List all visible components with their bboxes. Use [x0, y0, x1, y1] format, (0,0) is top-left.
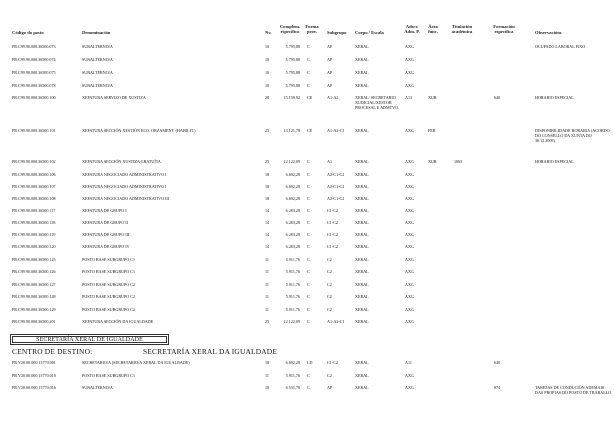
- cell-nv: 14: [265, 244, 270, 249]
- cell-codigo: PR.V20.00.000.15770.010: [12, 373, 56, 378]
- cell-complemento: 5.911,76: [285, 257, 300, 262]
- cell-subgrupo: C1-C2: [327, 232, 338, 237]
- cell-subgrupo: C2: [327, 257, 332, 262]
- header-codigo: Código do posto: [12, 30, 44, 35]
- cell-adscripcion: AXG: [405, 319, 414, 324]
- cell-denominacion: POSTO BASE SUBGRUPO C1: [82, 373, 136, 378]
- cell-corpo: XERAL: [355, 232, 369, 237]
- cell-forma: C: [307, 70, 310, 75]
- header-titulacion-line1: Titulación: [451, 24, 473, 29]
- cell-forma: C: [307, 159, 310, 164]
- cell-codigo: PR.C99.90.000.36500.128: [12, 294, 56, 299]
- cell-complemento: 5.911,76: [285, 294, 300, 299]
- cell-corpo: XERAL: [355, 373, 369, 378]
- cell-subgrupo: C2: [327, 282, 332, 287]
- cell-corpo: XERAL: [355, 360, 369, 365]
- cell-corpo: XERAL: [355, 220, 369, 225]
- cell-forma: C: [307, 83, 310, 88]
- cell-forma: C: [307, 257, 310, 262]
- cell-codigo: PR.C99.90.000.36500.075: [12, 70, 56, 75]
- cell-denominacion: XEFATURA NEGOCIADO ADMINISTRATIVO I: [82, 172, 167, 177]
- header-observacions: Observacións: [535, 30, 562, 35]
- cell-complemento: 5.911,76: [285, 307, 300, 312]
- header-formacion: [489, 24, 519, 34]
- cell-corpo: XERAL: [355, 257, 369, 262]
- cell-forma: C: [307, 208, 310, 213]
- cell-subgrupo: A1-A2-C1: [327, 319, 345, 324]
- cell-nv: 25: [265, 128, 270, 133]
- header-corpo: Corpo / Escala: [355, 30, 384, 35]
- cell-area: XUR: [428, 95, 437, 100]
- cell-forma: C: [307, 196, 310, 201]
- header-forma-line2: prov.: [307, 29, 317, 35]
- cell-forma: C: [307, 385, 310, 390]
- cell-forma: LD: [307, 360, 313, 365]
- cell-nv: 11: [265, 282, 269, 287]
- cell-adscripcion: AXG: [405, 385, 414, 390]
- cell-corpo: XERAL: [355, 83, 369, 88]
- cell-subgrupo: A2-C1-C2: [327, 196, 345, 201]
- cell-adscripcion: AXG: [405, 232, 414, 237]
- cell-corpo: XERAL: [355, 282, 369, 287]
- cell-corpo: XERAL: [355, 172, 369, 177]
- cell-forma: C: [307, 184, 310, 189]
- cell-complemento: 6.283,28: [285, 244, 300, 249]
- cell-nv: 10: [265, 70, 270, 75]
- cell-nv: 18: [265, 184, 270, 189]
- cell-denominacion: SUBALTERNO/A: [82, 83, 113, 88]
- cell-denominacion: XEFATURA DE GRUPO IV: [82, 244, 130, 249]
- cell-codigo: PR.C99.90.000.36500.108: [12, 196, 56, 201]
- cell-codigo: PR.C99.90.000.36500.102: [12, 159, 56, 164]
- cell-nv: 11: [265, 373, 269, 378]
- cell-codigo: PR.C99.90.000.36500.127: [12, 282, 56, 287]
- cell-subgrupo: A1-A2-C1: [327, 128, 345, 133]
- cell-nv: 11: [265, 257, 269, 262]
- cell-subgrupo: A1: [327, 159, 333, 164]
- cell-corpo: XERAL: [355, 294, 369, 299]
- cell-nv: 11: [265, 307, 269, 312]
- cell-denominacion: XEFATURA SECCIÓN XESTIÓN ECO. ORZAMENT. (HABILIT.): [82, 128, 196, 133]
- cell-adscripcion: A13: [405, 95, 413, 100]
- cell-subgrupo: C2: [327, 307, 332, 312]
- cell-subgrupo: AP: [327, 70, 333, 75]
- cell-complemento: 6.692,28: [285, 184, 300, 189]
- cell-codigo: PR.C99.90.000.36500.117: [12, 208, 56, 213]
- cell-denominacion: XEFATURA SECCIÓN XUSTIZA GRATUÍTA: [82, 159, 161, 164]
- cell-forma: C: [307, 269, 310, 274]
- cell-formacion: 974: [494, 385, 501, 390]
- header-formacion-line1: Formación: [493, 24, 515, 29]
- cell-corpo: XERAL: [355, 159, 369, 164]
- header-formacion-line2: específica: [494, 29, 514, 35]
- cell-forma: C: [307, 232, 310, 237]
- cell-corpo: XERAL: [355, 70, 369, 75]
- cell-complemento: 5.795,88: [285, 83, 300, 88]
- cell-subgrupo: AP: [327, 83, 333, 88]
- cell-complemento: 5.795,88: [285, 70, 300, 75]
- cell-adscripcion: AXG: [405, 83, 414, 88]
- cell-subgrupo: C2: [327, 294, 332, 299]
- cell-subgrupo: A2-C1-C2: [327, 172, 345, 177]
- cell-denominacion: POSTO BASE SUBGRUPO C2: [82, 282, 136, 287]
- cell-complemento: 5.795,88: [285, 44, 300, 49]
- cell-subgrupo: C1-C2: [327, 208, 338, 213]
- cell-adscripcion: AXG: [405, 269, 414, 274]
- cell-area: XUR: [428, 159, 437, 164]
- cell-adscripcion: AXG: [405, 373, 414, 378]
- cell-corpo: XERAL: [355, 244, 369, 249]
- cell-denominacion: XEFATURA NEGOCIADO ADMINISTRATIVO I: [82, 184, 167, 189]
- cell-denominacion: SUBALTERNO/A: [82, 70, 113, 75]
- cell-corpo: XERAL: [355, 208, 369, 213]
- cell-complemento: 12.122,09: [283, 159, 300, 164]
- cell-corpo: XERAL: [355, 269, 369, 274]
- cell-nv: 14: [265, 220, 270, 225]
- cell-denominacion: XEFATURA SERVIZO DE XUSTIZA: [82, 95, 146, 100]
- cell-forma: C: [307, 57, 310, 62]
- section-title: SECRETARÍA XERAL DE IGUALDADE: [12, 336, 167, 343]
- cell-complemento: 6.692,28: [285, 196, 300, 201]
- cell-denominacion: SECRETARIO/A (SECRETARIO/A XERAL DA IGUALDADE): [82, 360, 190, 365]
- cell-codigo: PR.C99.90.000.36500.100: [12, 95, 56, 100]
- header-titulacion: [447, 24, 477, 34]
- cell-codigo: PR.C99.90.000.36500.107: [12, 184, 56, 189]
- cell-adscripcion: AXG: [405, 70, 414, 75]
- cell-adscripcion: AXG: [405, 196, 414, 201]
- header-area-line1: Área: [428, 24, 438, 29]
- cell-denominacion: POSTO BASE SUBGRUPO C1: [82, 269, 136, 274]
- cell-subgrupo: A1-A2: [327, 95, 339, 100]
- cell-forma: C: [307, 44, 310, 49]
- cell-corpo: XERAL: [355, 307, 369, 312]
- cell-complemento: 6.692,28: [285, 360, 300, 365]
- cell-observacions: TAREFAS DE CONDUCIÓN ADEMAIS DAS PROPIAS DO POSTO DE TRABALLO.: [535, 385, 613, 395]
- cell-adscripcion: AXG: [405, 44, 414, 49]
- section-title-box: [10, 334, 169, 345]
- cell-subgrupo: C1-C2: [327, 220, 338, 225]
- cell-complemento: 5.795,88: [285, 57, 300, 62]
- cell-nv: 18: [265, 360, 270, 365]
- cell-observacions: HORARIO ESPECIAL: [535, 95, 574, 100]
- cell-denominacion: POSTO BASE SUBGRUPO C2: [82, 307, 136, 312]
- cell-adscripcion: AXG: [405, 159, 414, 164]
- header-complemento: [276, 24, 304, 34]
- cell-denominacion: POSTO BASE SUBGRUPO C2: [82, 294, 136, 299]
- cell-complemento: 6.531,70: [285, 385, 300, 390]
- cell-complemento: 5.911,76: [285, 373, 300, 378]
- cell-titulacion: 1063: [454, 159, 463, 164]
- cell-complemento: 5.911,76: [285, 282, 300, 287]
- header-area: [424, 24, 442, 34]
- cell-observacions: OCUPADO LABORAL FIXO: [535, 44, 586, 49]
- cell-denominacion: SUBALTERNO/A: [82, 44, 113, 49]
- cell-denominacion: XEFATURA SECCIÓN DA IGUALDADE: [82, 319, 154, 324]
- cell-denominacion: SUBALTERNO/A: [82, 57, 113, 62]
- header-subgrupo: Subgrupo: [327, 30, 347, 35]
- cell-forma: C: [307, 319, 310, 324]
- cell-denominacion: XEFATURA DE GRUPO II: [82, 220, 128, 225]
- cell-adscripcion: AXG: [405, 282, 414, 287]
- cell-forma: C: [307, 373, 310, 378]
- cell-forma: C: [307, 172, 310, 177]
- header-adscr-line1: Adscr.: [405, 24, 419, 29]
- cell-nv: 25: [265, 319, 270, 324]
- cell-complemento: 12.122,09: [283, 319, 300, 324]
- cell-subgrupo: C1-C2: [327, 360, 338, 365]
- cell-area: FER: [428, 128, 436, 133]
- header-complemento-line1: Complem.: [279, 24, 301, 29]
- cell-denominacion: XEFATURA DE GRUPO III: [82, 232, 130, 237]
- cell-codigo: PR.C99.90.000.36500.073: [12, 44, 56, 49]
- cell-observacions: HORARIO ESPECIAL: [535, 159, 574, 164]
- cell-complemento: 13.121,78: [283, 128, 300, 133]
- cell-denominacion: POSTO BASE SUBGRUPO C1: [82, 257, 136, 262]
- cell-nv: 10: [265, 83, 270, 88]
- cell-corpo: XERAL: [355, 57, 369, 62]
- cell-corpo: XERAL: [355, 184, 369, 189]
- cell-forma: C: [307, 307, 310, 312]
- cell-nv: 10: [265, 385, 270, 390]
- cell-formacion: 640: [494, 95, 501, 100]
- cell-adscripcion: AXG: [405, 128, 414, 133]
- cell-corpo: XERAL: [355, 128, 369, 133]
- cell-adscripcion: AXG: [405, 172, 414, 177]
- header-titulacion-line2: académica: [451, 29, 473, 35]
- header-forma-line1: Forma: [305, 24, 319, 29]
- cell-denominacion: XEFATURA NEGOCIADO ADMINISTRATIVO III: [82, 196, 170, 201]
- cell-forma: CE: [307, 95, 313, 100]
- cell-adscripcion: AXG: [405, 208, 414, 213]
- cell-corpo: XERAL/ SECRETARIO XUDICIAL/XESTOR PROCESAL E ADMTVO.: [355, 95, 400, 110]
- cell-codigo: PR.C99.90.000.36500.118: [12, 220, 56, 225]
- cell-nv: 11: [265, 294, 269, 299]
- cell-complemento: 6.283,28: [285, 232, 300, 237]
- cell-corpo: XERAL: [355, 196, 369, 201]
- cell-nv: 14: [265, 208, 270, 213]
- cell-adscripcion: AXG: [405, 307, 414, 312]
- cell-adscripcion: AXG: [405, 220, 414, 225]
- cell-adscripcion: A11: [405, 360, 412, 365]
- cell-observacions: DISPONIBILIDADE HORARIA (ACORDO DO CONSELLO DA XUNTA DO 30.12.2009).: [535, 128, 610, 143]
- cell-corpo: XERAL: [355, 385, 369, 390]
- cell-subgrupo: A2-C1-C2: [327, 184, 345, 189]
- cell-subgrupo: AP: [327, 385, 333, 390]
- cell-nv: 10: [265, 57, 270, 62]
- header-forma: [302, 24, 322, 34]
- header-nv: Nv.: [265, 30, 272, 35]
- cell-complemento: 5.911,76: [285, 269, 300, 274]
- cell-codigo: PR.V20.00.000.15770.016: [12, 385, 56, 390]
- cell-complemento: 6.283,28: [285, 208, 300, 213]
- cell-complemento: 6.692,28: [285, 172, 300, 177]
- cell-subgrupo: C2: [327, 373, 332, 378]
- header-adscr-line2: Adm. P.: [404, 29, 420, 35]
- cell-codigo: PR.C99.90.000.36500.129: [12, 307, 56, 312]
- cell-corpo: XERAL: [355, 319, 369, 324]
- cell-adscripcion: AXG: [405, 257, 414, 262]
- cell-forma: C: [307, 244, 310, 249]
- cell-codigo: PR.C99.90.000.36500.120: [12, 244, 56, 249]
- header-adscr: [400, 24, 424, 34]
- cell-adscripcion: AXG: [405, 244, 414, 249]
- cell-nv: 18: [265, 172, 270, 177]
- cell-subgrupo: C1-C2: [327, 244, 338, 249]
- header-complemento-line2: específico: [280, 29, 300, 35]
- header-area-line2: func.: [428, 29, 438, 35]
- cell-nv: 18: [265, 196, 270, 201]
- cell-codigo: PR.C99.90.000.36500.125: [12, 257, 56, 262]
- cell-nv: 11: [265, 269, 269, 274]
- cell-forma: CE: [307, 128, 313, 133]
- cell-corpo: XERAL: [355, 44, 369, 49]
- cell-codigo: PR.V20.00.000.15770.001: [12, 360, 56, 365]
- cell-formacion: 640: [494, 360, 501, 365]
- cell-forma: C: [307, 294, 310, 299]
- cell-codigo: PR.C99.90.000.36500.074: [12, 57, 56, 62]
- cell-codigo: PR.C99.90.000.36500.106: [12, 172, 56, 177]
- cell-adscripcion: AXG: [405, 184, 414, 189]
- cell-adscripcion: AXG: [405, 294, 414, 299]
- cell-denominacion: SUBALTERNO/A: [82, 385, 113, 390]
- cell-codigo: PR.C99.90.000.36500.126: [12, 269, 56, 274]
- cell-codigo: PR.C99.90.000.36500.078: [12, 83, 56, 88]
- centro-destino-value: SECRETARÍA XERAL DA IGUALDADE: [143, 347, 278, 356]
- cell-subgrupo: AP: [327, 44, 333, 49]
- cell-subgrupo: C2: [327, 269, 332, 274]
- cell-complemento: 6.283,28: [285, 220, 300, 225]
- header-denominacion: Denominación: [82, 30, 111, 35]
- cell-codigo: PR.C99.90.000.36500.101: [12, 128, 56, 133]
- cell-codigo: PR.C99.90.000.36500.201: [12, 319, 56, 324]
- cell-complemento: 15.159,92: [283, 95, 300, 100]
- cell-codigo: PR.C99.90.000.36500.119: [12, 232, 56, 237]
- cell-nv: 14: [265, 232, 270, 237]
- cell-adscripcion: AXG: [405, 57, 414, 62]
- cell-nv: 25: [265, 159, 270, 164]
- centro-destino-label: CENTRO DE DESTINO:: [12, 347, 93, 356]
- cell-nv: 28: [265, 95, 270, 100]
- cell-forma: C: [307, 282, 310, 287]
- cell-denominacion: XEFATURA DE GRUPO I: [82, 208, 127, 213]
- cell-subgrupo: AP: [327, 57, 333, 62]
- cell-forma: C: [307, 220, 310, 225]
- cell-nv: 10: [265, 44, 270, 49]
